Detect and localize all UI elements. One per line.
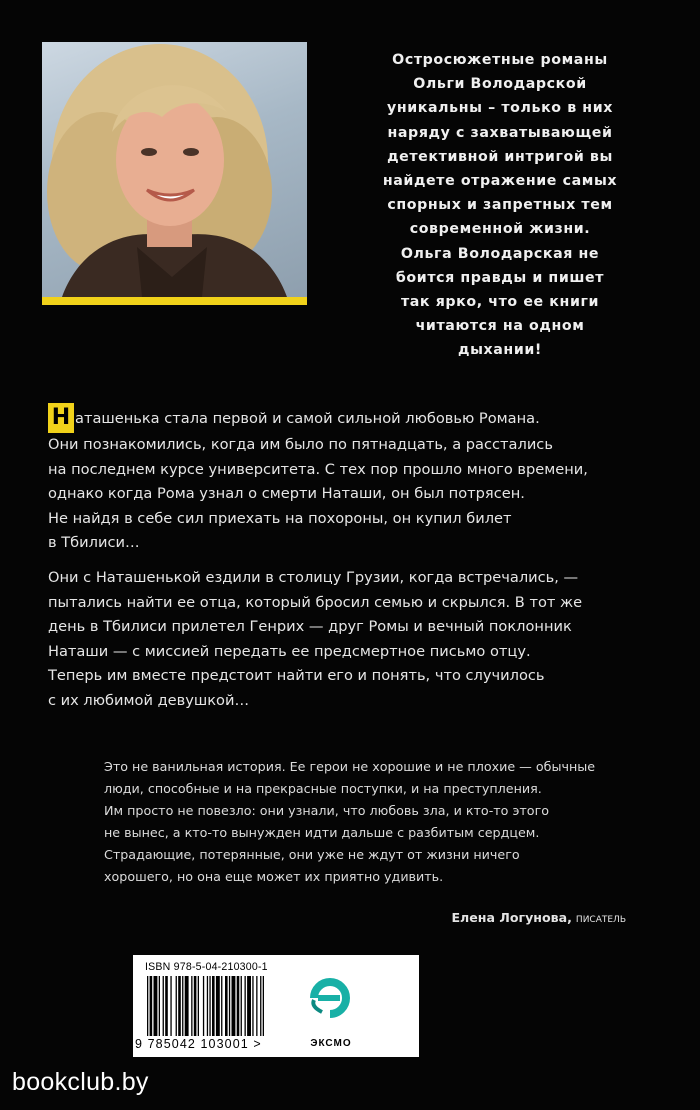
review-line: Это не ванильная история. Ее герои не хорошие и не плохие — обычные (104, 759, 596, 774)
annotation-line: детективной интригой вы (387, 148, 613, 165)
synopsis-paragraph-1 (48, 407, 668, 556)
synopsis-line: с их любимой девушкой… (48, 691, 250, 709)
synopsis (48, 407, 668, 714)
synopsis-first-line-text: аташенька стала первой и самой сильной любовью Романа. (75, 410, 540, 427)
review-attribution (451, 910, 626, 925)
synopsis-line: Они познакомились, когда им было по пятнадцать, а расстались (48, 436, 553, 453)
photo-accent-stripe (42, 297, 307, 305)
barcode-icon (147, 976, 299, 1038)
author-photo (42, 42, 307, 297)
synopsis-line: Они с Наташенькой ездили в столицу Грузии, когда встречались, — (48, 568, 579, 586)
synopsis-paragraph-2 (48, 566, 668, 714)
annotation-line: дыхании! (458, 342, 542, 359)
reviewer-name: Елена Логунова, (451, 910, 572, 925)
annotation-line: так ярко, что ее книги (400, 294, 600, 311)
synopsis-line: на последнем курсе университета. С тех пор прошло много времени, (48, 460, 588, 478)
annotation-line: Ольга Володарская не (400, 245, 600, 262)
synopsis-line: Теперь им вместе предстоит найти его и понять, что случилось (48, 667, 545, 685)
review-line: не вынес, а кто-то вынужден идти дальше с разбитым сердцем. (104, 825, 540, 840)
synopsis-line: Наташи — с миссией передать ее предсмертное письмо отцу. (48, 642, 531, 660)
review-line: люди, способные и на прекрасные поступки, и на преступления. (104, 781, 542, 796)
annotation-line: наряду с захватывающей (387, 124, 613, 141)
barcode-digits: 9 785042 103001 > (135, 1037, 262, 1051)
synopsis-line: пытались найти ее отца, который бросил семью и скрылся. В тот же (48, 593, 583, 611)
review-line: Страдающие, потерянные, они уже не ждут от жизни ничего (104, 847, 520, 862)
author-annotation (330, 48, 670, 363)
reviewer-role: писатель (575, 910, 626, 925)
annotation-line: боится правды и пишет (395, 269, 605, 286)
synopsis-line: день в Тбилиси прилетел Генрих — друг Ромы и вечный поклонник (48, 618, 572, 636)
annotation-line: читаются на одном (415, 318, 585, 335)
review-line: Им просто не повезло: они узнали, что любовь зла, и кто-то этого (104, 803, 549, 818)
isbn-label: ISBN 978-5-04-210300-1 (145, 961, 268, 973)
synopsis-line: Не найдя в себе сил приехать на похороны, он купил билет (48, 509, 512, 527)
annotation-line: уникальны – только в них (386, 100, 614, 117)
watermark: bookclub.by (12, 1068, 149, 1096)
annotation-line: современной жизни. (409, 221, 591, 238)
review-line: хорошего, но она еще может их приятно удивить. (104, 869, 444, 884)
annotation-line: найдете отражение самых (382, 173, 618, 190)
drop-cap: Н (48, 403, 74, 433)
eksmo-logo-icon (300, 958, 360, 1038)
annotation-line: спорных и запретных тем (387, 197, 613, 214)
annotation-line: Остросюжетные романы (392, 52, 608, 68)
synopsis-line (48, 407, 668, 433)
synopsis-line: в Тбилиси… (48, 534, 140, 552)
annotation-line: Ольги Володарской (413, 76, 587, 93)
barcode-panel (133, 955, 419, 1057)
synopsis-line: однако когда Рома узнал о смерти Наташи, он был потрясен. (48, 485, 525, 503)
publisher-name: ЭКСМО (310, 1038, 352, 1049)
review-quote (104, 756, 664, 888)
